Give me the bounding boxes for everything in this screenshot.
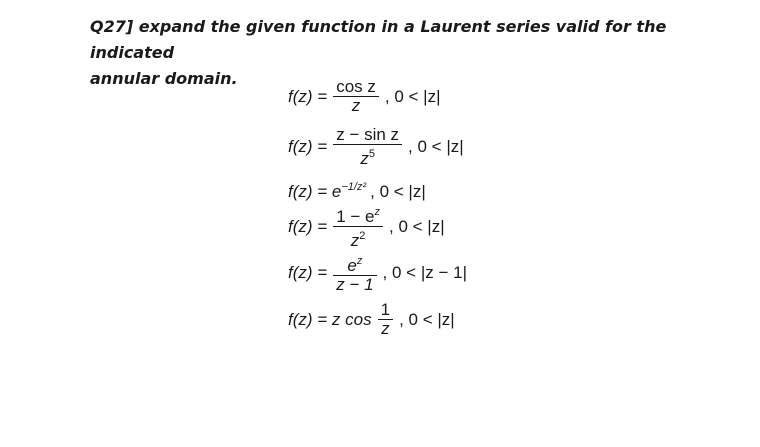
equation-4-fraction	[333, 203, 383, 250]
equation-4-numerator-wrap	[333, 203, 383, 227]
equation-4-denominator: z	[350, 231, 360, 250]
equation-2-fraction	[333, 126, 402, 168]
equation-1-fraction	[333, 78, 379, 115]
equation-3-domain: , 0 < |z|	[370, 181, 426, 201]
question-line-2: annular domain.	[90, 69, 238, 88]
equation-5-lhs: f(z) =	[288, 263, 328, 282]
equation-2-numerator: z − sin z	[333, 126, 402, 145]
equation-3-expression	[288, 181, 366, 202]
equation-2-lhs: f(z) =	[288, 137, 328, 156]
equation-3-lhs: f(z) = e	[288, 182, 342, 201]
equation-3-exponent: −1/z²	[341, 181, 367, 193]
equation-1-lhs: f(z) =	[288, 86, 328, 106]
equation-2-denominator-wrap	[333, 145, 402, 168]
equation-2	[288, 126, 464, 168]
equation-4-lhs: f(z) =	[288, 216, 328, 236]
equation-5	[288, 252, 467, 294]
equation-5-numerator: e	[347, 256, 357, 275]
equation-4-denominator-exp: 2	[359, 230, 366, 242]
equation-2-denominator-exp: 5	[368, 148, 375, 160]
equation-6-numerator: 1	[378, 301, 393, 320]
equation-6-fraction	[378, 301, 393, 338]
equation-4	[288, 203, 445, 250]
question-line-1: Q27] expand the given function in a Laurent series valid for the indicated	[90, 17, 667, 62]
equation-4-numerator: 1 − e	[336, 207, 375, 226]
equation-5-fraction	[333, 252, 376, 294]
equation-1	[288, 78, 441, 115]
equation-5-numerator-wrap	[333, 252, 376, 276]
equation-1-domain: , 0 < |z|	[384, 86, 441, 106]
equation-2-denominator: z	[360, 149, 369, 168]
equation-6	[288, 301, 455, 338]
equation-6-denominator: z	[381, 319, 390, 338]
equation-3	[288, 181, 426, 202]
equation-6-domain: , 0 < |z|	[399, 309, 455, 329]
equation-4-denominator-wrap	[333, 227, 383, 250]
equation-4-numerator-exp: z	[374, 206, 380, 218]
equation-6-lhs: f(z) = z cos	[288, 309, 372, 329]
equation-5-domain: , 0 < |z − 1|	[382, 263, 467, 282]
equation-5-denominator: z − 1	[336, 275, 374, 294]
equation-1-numerator: cos z	[333, 78, 379, 97]
equation-1-denominator: z	[351, 96, 361, 115]
equation-2-domain: , 0 < |z|	[408, 137, 464, 156]
equation-5-numerator-exp: z	[356, 255, 363, 267]
equation-4-domain: , 0 < |z|	[389, 216, 445, 236]
